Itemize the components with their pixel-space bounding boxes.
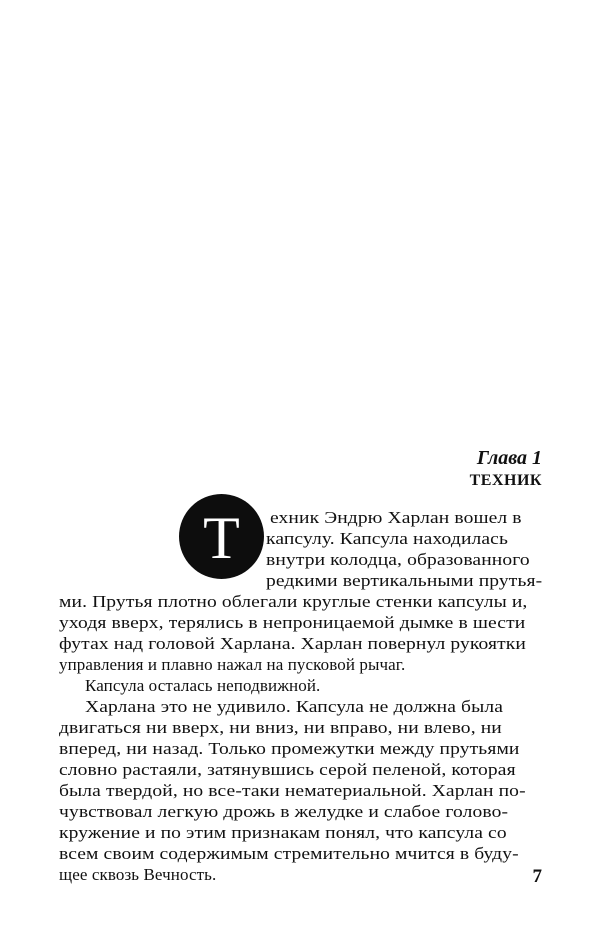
- drop-cap: [179, 494, 264, 579]
- drop-cap-letter: Т: [203, 504, 240, 571]
- text-line: редкими вертикальными прутья-: [266, 571, 543, 590]
- text-line: ми. Прутья плотно облегали круглые стенки капсулы и,: [59, 592, 528, 611]
- text-line: всем своим содержимым стремительно мчится в буду-: [59, 844, 519, 863]
- text-line: футах над головой Харлана. Харлан повернул рукоятки: [59, 634, 527, 653]
- text-line: была твердой, но все-таки нематериальной. Харлан по-: [59, 781, 526, 800]
- text-line: Капсула осталась неподвижной.: [85, 676, 321, 695]
- text-line: уходя вверх, терялись в непроницаемой дымке в шести: [59, 613, 526, 632]
- text-line: капсулу. Капсула находилась: [266, 529, 509, 548]
- text-line: Харлана это не удивило. Капсула не должна была: [85, 697, 504, 716]
- text-line: двигаться ни вверх, ни вниз, ни вправо, ни влево, ни: [59, 718, 502, 737]
- chapter-title: ТЕХНИК: [469, 472, 542, 489]
- text-line: щее сквозь Вечность.: [59, 865, 217, 884]
- text-line: чувствовал легкую дрожь в желудке и слабое голово-: [59, 802, 509, 821]
- text-line: кружение и по этим признакам понял, что капсула со: [59, 823, 507, 842]
- page-number: 7: [532, 866, 542, 887]
- text-line: управления и плавно нажал на пусковой рычаг.: [59, 655, 406, 674]
- text-line: внутри колодца, образованного: [266, 550, 530, 569]
- text-line: словно растаяли, затянувшись серой пеленой, которая: [59, 760, 516, 779]
- text-line: ехник Эндрю Харлан вошел в: [270, 508, 522, 527]
- chapter-number: Глава 1: [476, 447, 542, 469]
- text-line: вперед, ни назад. Только промежутки между прутьями: [59, 739, 520, 758]
